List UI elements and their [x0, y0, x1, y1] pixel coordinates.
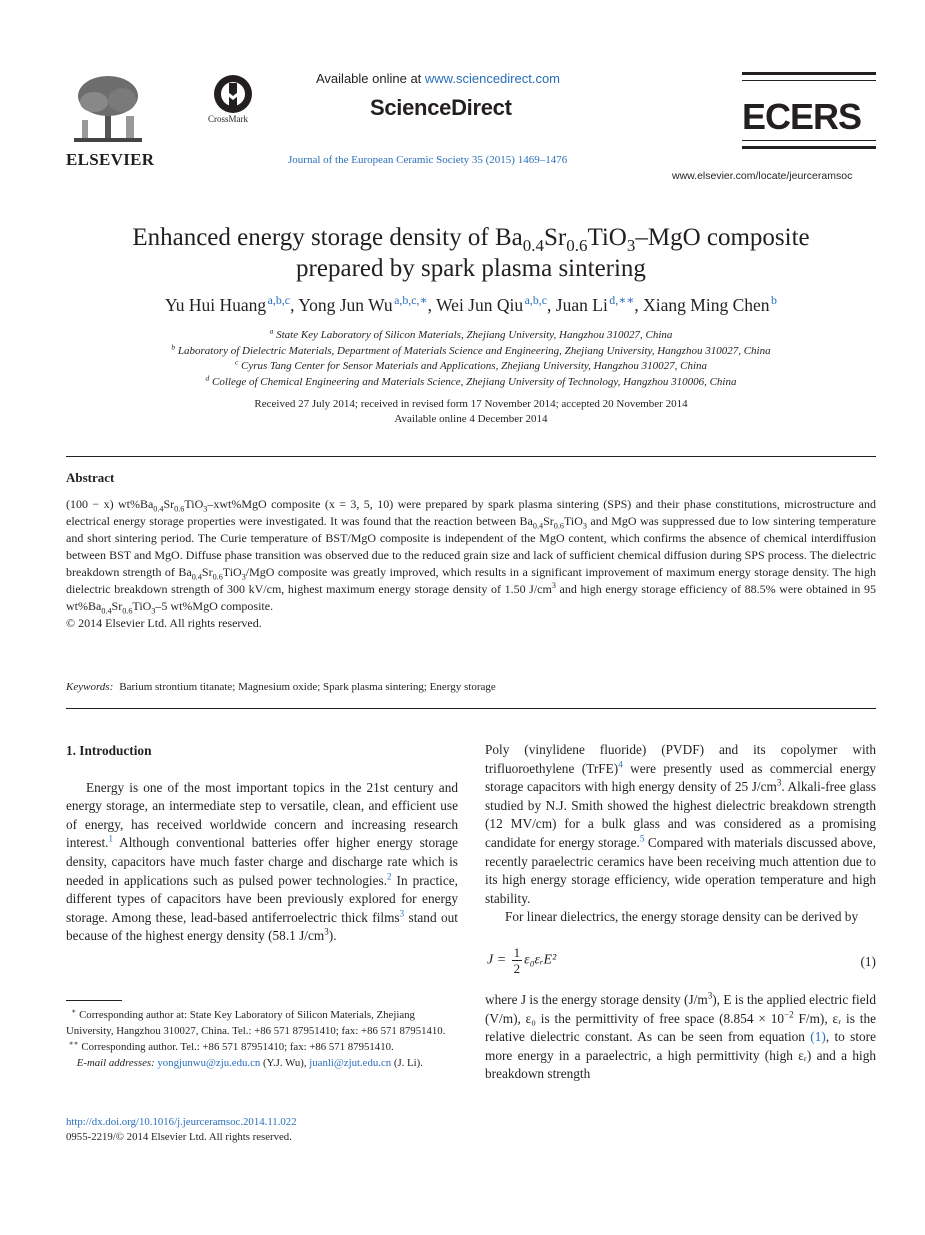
equation-number: (1) — [860, 953, 876, 969]
author: Juan Li $^{d,∗∗}$, — [555, 293, 644, 315]
paragraph: For linear dielectrics, the energy storage density can be derived by — [505, 909, 859, 925]
author: Yong Jun Wu $^{a,b,c,∗}$, — [298, 293, 437, 315]
article-title: Enhanced energy storage density of $Ba_{0.4}Sr_{0.6}TiO_3$–MgO composite prepared by spark plasma sintering — [132, 224, 810, 282]
citation-link[interactable]: 1 — [108, 833, 113, 844]
article-dates — [66, 397, 876, 427]
footnote: ∗ Corresponding author at: State Key Laboratory of Silicon Materials, Zhejiang University, Hangzhou 310027, China. Tel.: +86 571 87951410; fax: +86 571 87951410. — [66, 1006, 446, 1037]
abstract-copyright: © 2014 Elsevier Ltd. All rights reserved. — [66, 616, 262, 630]
affiliation: $^a$ State Key Laboratory of Silicon Materials, Zhejiang University, Hangzhou 310027, China — [269, 326, 673, 341]
available-online: Available online at www.sciencedirect.com — [316, 71, 561, 86]
citation-link[interactable]: 5 — [639, 833, 645, 844]
paragraph: Poly (vinylidene fluoride) (PVDF) and its copolymer with trifluoroethylene (TrFE)$^4$ were presently used as commercial energy storage capacitors with high energy density of 25 $J/cm^3$. Alkali-free glass studied by N.J. Smith showed the highest dielectric breakdown strength (12 MV/cm) for a bulk glass and was considered as a promising candidate for energy storage.$^5$ Compared with materials discussed above, recently paraelectric ceramics have been receiving much attention due to its high energy storage efficiency, wide operation temperature and high stability. — [485, 742, 877, 906]
affiliations — [66, 328, 876, 390]
received-dates: Received 27 July 2014; received in revised form 17 November 2014; accepted 20 November 2014 — [254, 398, 688, 410]
paragraph: Energy is one of the most important topics in the 21st century and energy storage, an intermediate step to versatile, clean, and efficient use of energy, has received worldwide concern and increasing research interest.$^1$ Although conventional batteries offer higher energy storage density, capacitors have much faster charge and discharge rate which is needed in applications such as pulsed power technologies.$^2$ In practice, different types of capacitors have been previously explored for energy storage. Among these, lead-based antiferroelectric thick films$^3$ stand out because of the highest energy density (58.1 $J/cm^3$). — [66, 779, 458, 944]
affiliation: $^c$ Cyrus Tang Center for Sensor Materials and Applications, Zhejiang University, Hangzhou 310027, China — [234, 357, 708, 372]
sciencedirect-wordmark: ScienceDirect — [370, 95, 512, 120]
affiliation: $^b$ Laboratory of Dielectric Materials, Department of Materials Science and Engineering, Zhejiang University, Hangzhou 310027, China — [171, 341, 771, 357]
citation-link[interactable]: 4 — [618, 759, 623, 770]
right-column — [485, 741, 876, 1084]
elsevier-wordmark: ELSEVIER — [66, 150, 155, 169]
keywords: Keywords: Barium strontium titanate; Magnesium oxide; Spark plasma sintering; Energy storage — [66, 681, 496, 693]
ecers-logo: ECERS — [742, 96, 862, 137]
crossmark-icon[interactable] — [212, 74, 254, 119]
author: Wei Jun Qiu $^{a,b,c}$, — [436, 293, 556, 315]
email-link[interactable]: yongjunwu@zju.edu.cn — [157, 1057, 261, 1069]
footnote: ∗∗ Corresponding author. Tel.: +86 571 87951410; fax: +86 571 87951410. — [68, 1038, 394, 1053]
abstract-heading: Abstract — [66, 470, 115, 485]
journal-citation[interactable]: Journal of the European Ceramic Society 35 (2015) 1469–1476 — [288, 154, 568, 166]
footnotes — [66, 1007, 458, 1071]
keywords-label: Keywords: — [66, 681, 114, 693]
author: Xiang Ming Chen $^b$ — [643, 293, 777, 315]
body-top-rule — [66, 708, 876, 709]
elsevier-tree-logo — [66, 72, 150, 153]
author: Yu Hui Huang $^{a,b,c}$, — [165, 293, 299, 315]
journal-url[interactable]: www.elsevier.com/locate/jeurceramsoc — [672, 170, 853, 182]
issn-copyright: 0955-2219/© 2014 Elsevier Ltd. All rights reserved. — [66, 1131, 292, 1143]
author-list — [66, 295, 876, 316]
ecers-bottom-rule — [742, 140, 876, 141]
citation-link[interactable]: 2 — [387, 871, 392, 882]
doi-link[interactable]: http://dx.doi.org/10.1016/j.jeurceramsoc.2014.11.022 — [66, 1116, 297, 1128]
equation-ref-link[interactable]: (1) — [810, 1029, 826, 1045]
section-heading: 1. Introduction — [66, 743, 152, 758]
abstract-top-rule — [66, 456, 876, 457]
available-date: Available online 4 December 2014 — [394, 413, 548, 425]
email-link[interactable]: juanli@zjut.edu.cn — [309, 1057, 392, 1069]
ecers-bottom-rule-2 — [742, 146, 876, 149]
ecers-rule-2 — [742, 80, 876, 81]
left-column — [66, 742, 458, 946]
crossmark-label: CrossMark — [208, 114, 248, 124]
email-footnote: E-mail addresses: yongjunwu@zju.edu.cn (Y.J. Wu), juanli@zjut.edu.cn (J. Li). — [76, 1057, 423, 1069]
ecers-top-rule — [742, 72, 876, 75]
affiliation: $^d$ College of Chemical Engineering and Materials Science, Zhejiang University of Technology, Hangzhou 310006, China — [205, 372, 737, 388]
sciencedirect-link[interactable]: www.sciencedirect.com — [424, 71, 561, 86]
citation-link[interactable]: 3 — [399, 908, 405, 919]
paragraph: where J is the energy storage density $(J/m^3)$, E is the applied electric field (V/m), ε₀ is the permittivity of free space ($8.854 \times 10^{-2}$ F/m), εᵣ is the relative dielectric constant. As can be seen from equation (1), to store more energy in a paraelectric, a high permittivity (high εᵣ) and a high breakdown strength — [485, 990, 876, 1082]
abstract-text: (100 − x) $wt\%Ba_{0.4}Sr_{0.6}TiO_3-xwt\%MgO$ composite (x = 3, 5, 10) were prepared by spark plasma sintering (SPS) and their phase constitutions, microstructure and electrical energy storage properties were investigated. It was found that the reaction between $Ba_{0.4}Sr_{0.6}TiO_3$ and MgO was suppressed due to low sintering temperature and short sintering period. The Curie temperature of BST/MgO composite is independent of the MgO content, which confirms the absence of chemical interdiffusion between BST and MgO. Diffuse phase transition was observed due to the reduced grain size and lack of sufficient chemical diffusion during SPS process. The dielectric breakdown strength of $Ba_{0.4}Sr_{0.6}TiO_3$/MgO composite was greatly improved, which results in a significant improvement of maximum energy storage density. The high dielectric breakdown strength of 300 kV/cm, highest maximum energy storage density of 1.50 $J/cm^3$ and high energy storage efficiency of 88.5% were obtained in 95 $wt\%Ba_{0.4}Sr_{0.6}TiO_3-5$ wt%MgO composite. © 2014 Elsevier Ltd. All rights reserved. — [66, 497, 877, 630]
equation-1: J = $\frac{1}{2}$ ε₀εᵣE² (1) — [487, 944, 876, 976]
footnote-rule — [66, 1000, 122, 1001]
